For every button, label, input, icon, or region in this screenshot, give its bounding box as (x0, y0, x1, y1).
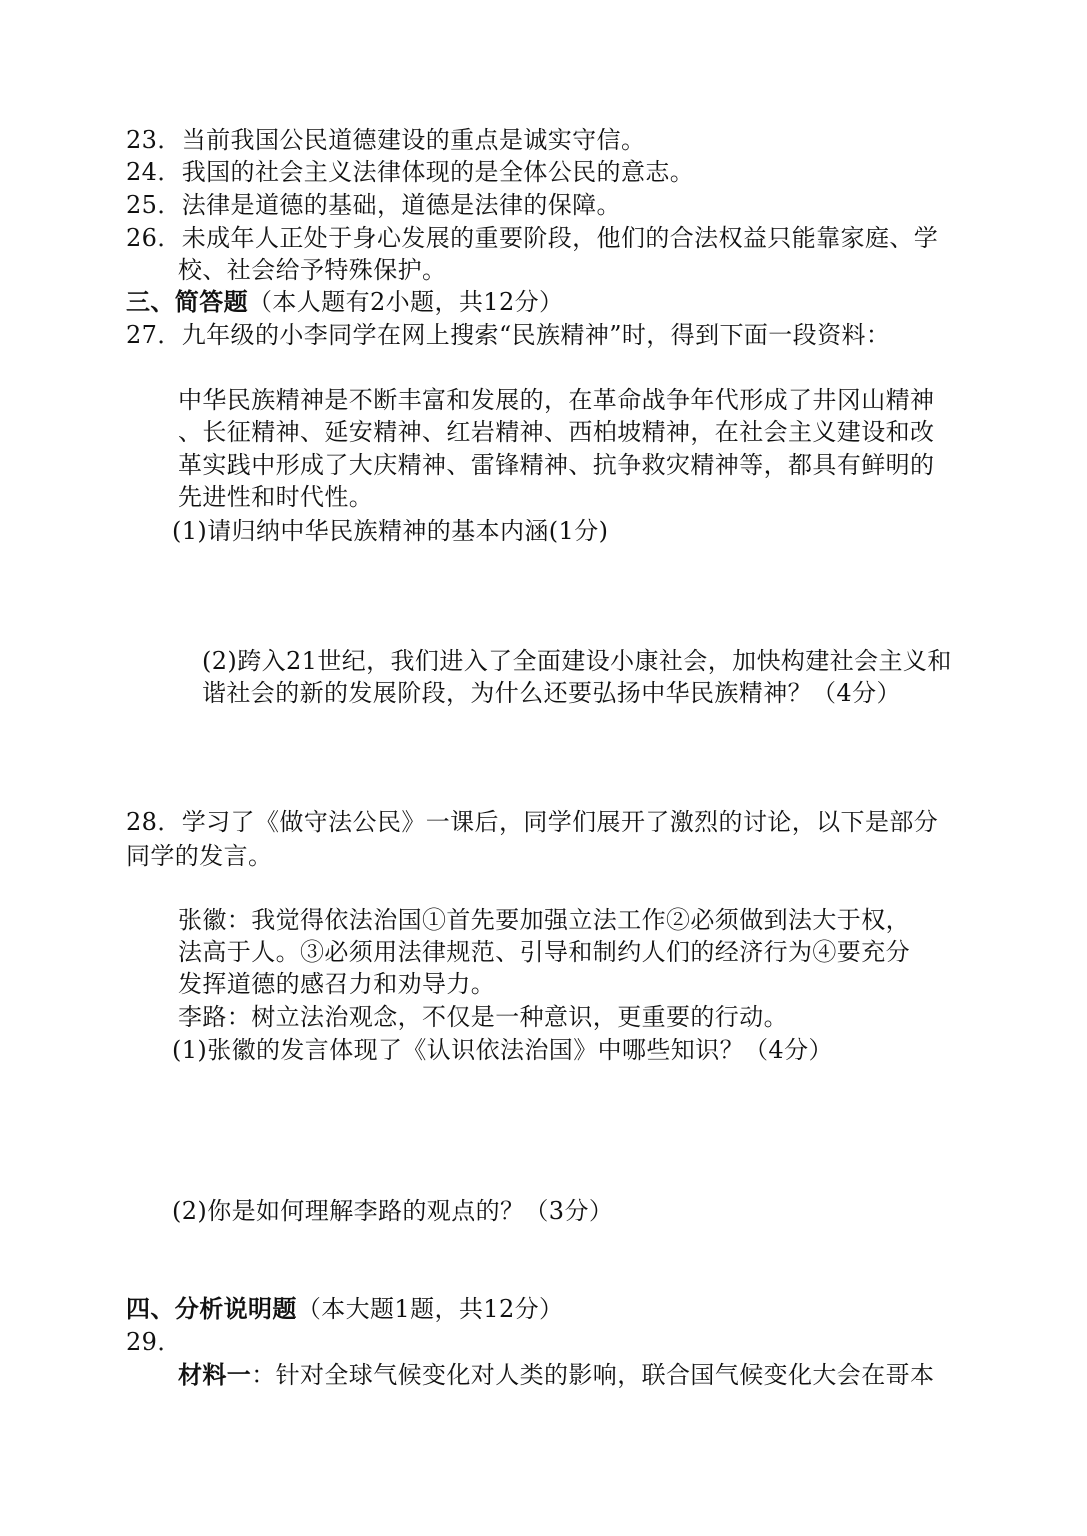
question-number: 24． (126, 158, 182, 186)
question-27 (126, 319, 890, 351)
question-number: 26． (126, 224, 182, 252)
li-line: 李路：树立法治观念，不仅是一种意识，更重要的行动。 (178, 1003, 788, 1031)
question-number: 23． (126, 126, 182, 154)
zhang-line: 张徽：我觉得依法治国①首先要加强立法工作②必须做到法大于权， (178, 906, 910, 934)
question-26 (126, 222, 938, 254)
section-note: （本人题有2小题，共12分） (248, 288, 564, 316)
material-label: 材料一 (178, 1360, 252, 1389)
material-line: 先进性和时代性。 (178, 483, 374, 511)
question-24 (126, 156, 694, 188)
question-text: 当前我国公民道德建设的重点是诚实守信。 (181, 126, 646, 154)
material-line: 革实践中形成了大庆精神、雷锋精神、抗争救灾精神等，都具有鲜明的 (178, 451, 935, 479)
question-26-continuation: 校、社会给予特殊保护。 (178, 256, 447, 284)
material-line: 、长征精神、延安精神、红岩精神、西柏坡精神，在社会主义建设和改 (178, 418, 935, 446)
question-23 (126, 124, 645, 156)
question-text: 未成年人正处于身心发展的重要阶段，他们的合法权益只能靠家庭、学 (181, 224, 939, 252)
question-number: 25． (126, 191, 182, 219)
question-number: 28． (126, 808, 182, 836)
material-one (178, 1359, 934, 1391)
question-number: 27． (126, 321, 182, 349)
question-intro: 九年级的小李同学在网上搜索“民族精神”时，得到下面一段资料： (181, 321, 891, 349)
question-text: 我国的社会主义法律体现的是全体公民的意志。 (181, 158, 695, 186)
zhang-line: 法高于人。③必须用法律规范、引导和制约人们的经济行为④要充分 (178, 938, 910, 966)
section-title: 四、分析说明题 (126, 1294, 297, 1323)
q28-sub1: (1)张徽的发言体现了《认识依法治国》中哪些知识？（4分） (172, 1036, 833, 1064)
section-heading-4 (126, 1293, 563, 1325)
q27-sub1: (1)请归纳中华民族精神的基本内涵(1分) (172, 517, 609, 545)
section-title: 三、简答题 (126, 287, 248, 316)
question-28-continuation: 同学的发言。 (126, 842, 273, 870)
section-note: （本大题1题，共12分） (296, 1295, 564, 1323)
question-25 (126, 189, 621, 221)
material-line: 中华民族精神是不断丰富和发展的，在革命战争年代形成了井冈山精神 (178, 386, 935, 414)
zhang-line: 发挥道德的感召力和劝导力。 (178, 970, 496, 998)
material-text: ：针对全球气候变化对人类的影响，联合国气候变化大会在哥本 (251, 1361, 935, 1389)
question-intro: 学习了《做守法公民》一课后，同学们展开了激烈的讨论，以下是部分 (181, 808, 939, 836)
question-text: 法律是道德的基础，道德是法律的保障。 (181, 191, 621, 219)
q27-sub2-line2: 谐社会的新的发展阶段，为什么还要弘扬中华民族精神？（4分） (202, 679, 901, 707)
question-28 (126, 806, 938, 838)
q28-sub2: (2)你是如何理解李路的观点的？（3分） (172, 1197, 614, 1225)
q27-sub2-line1: (2)跨入21世纪，我们进入了全面建设小康社会，加快构建社会主义和 (202, 647, 952, 675)
section-heading-3 (126, 286, 563, 318)
question-29-number: 29． (126, 1328, 182, 1356)
